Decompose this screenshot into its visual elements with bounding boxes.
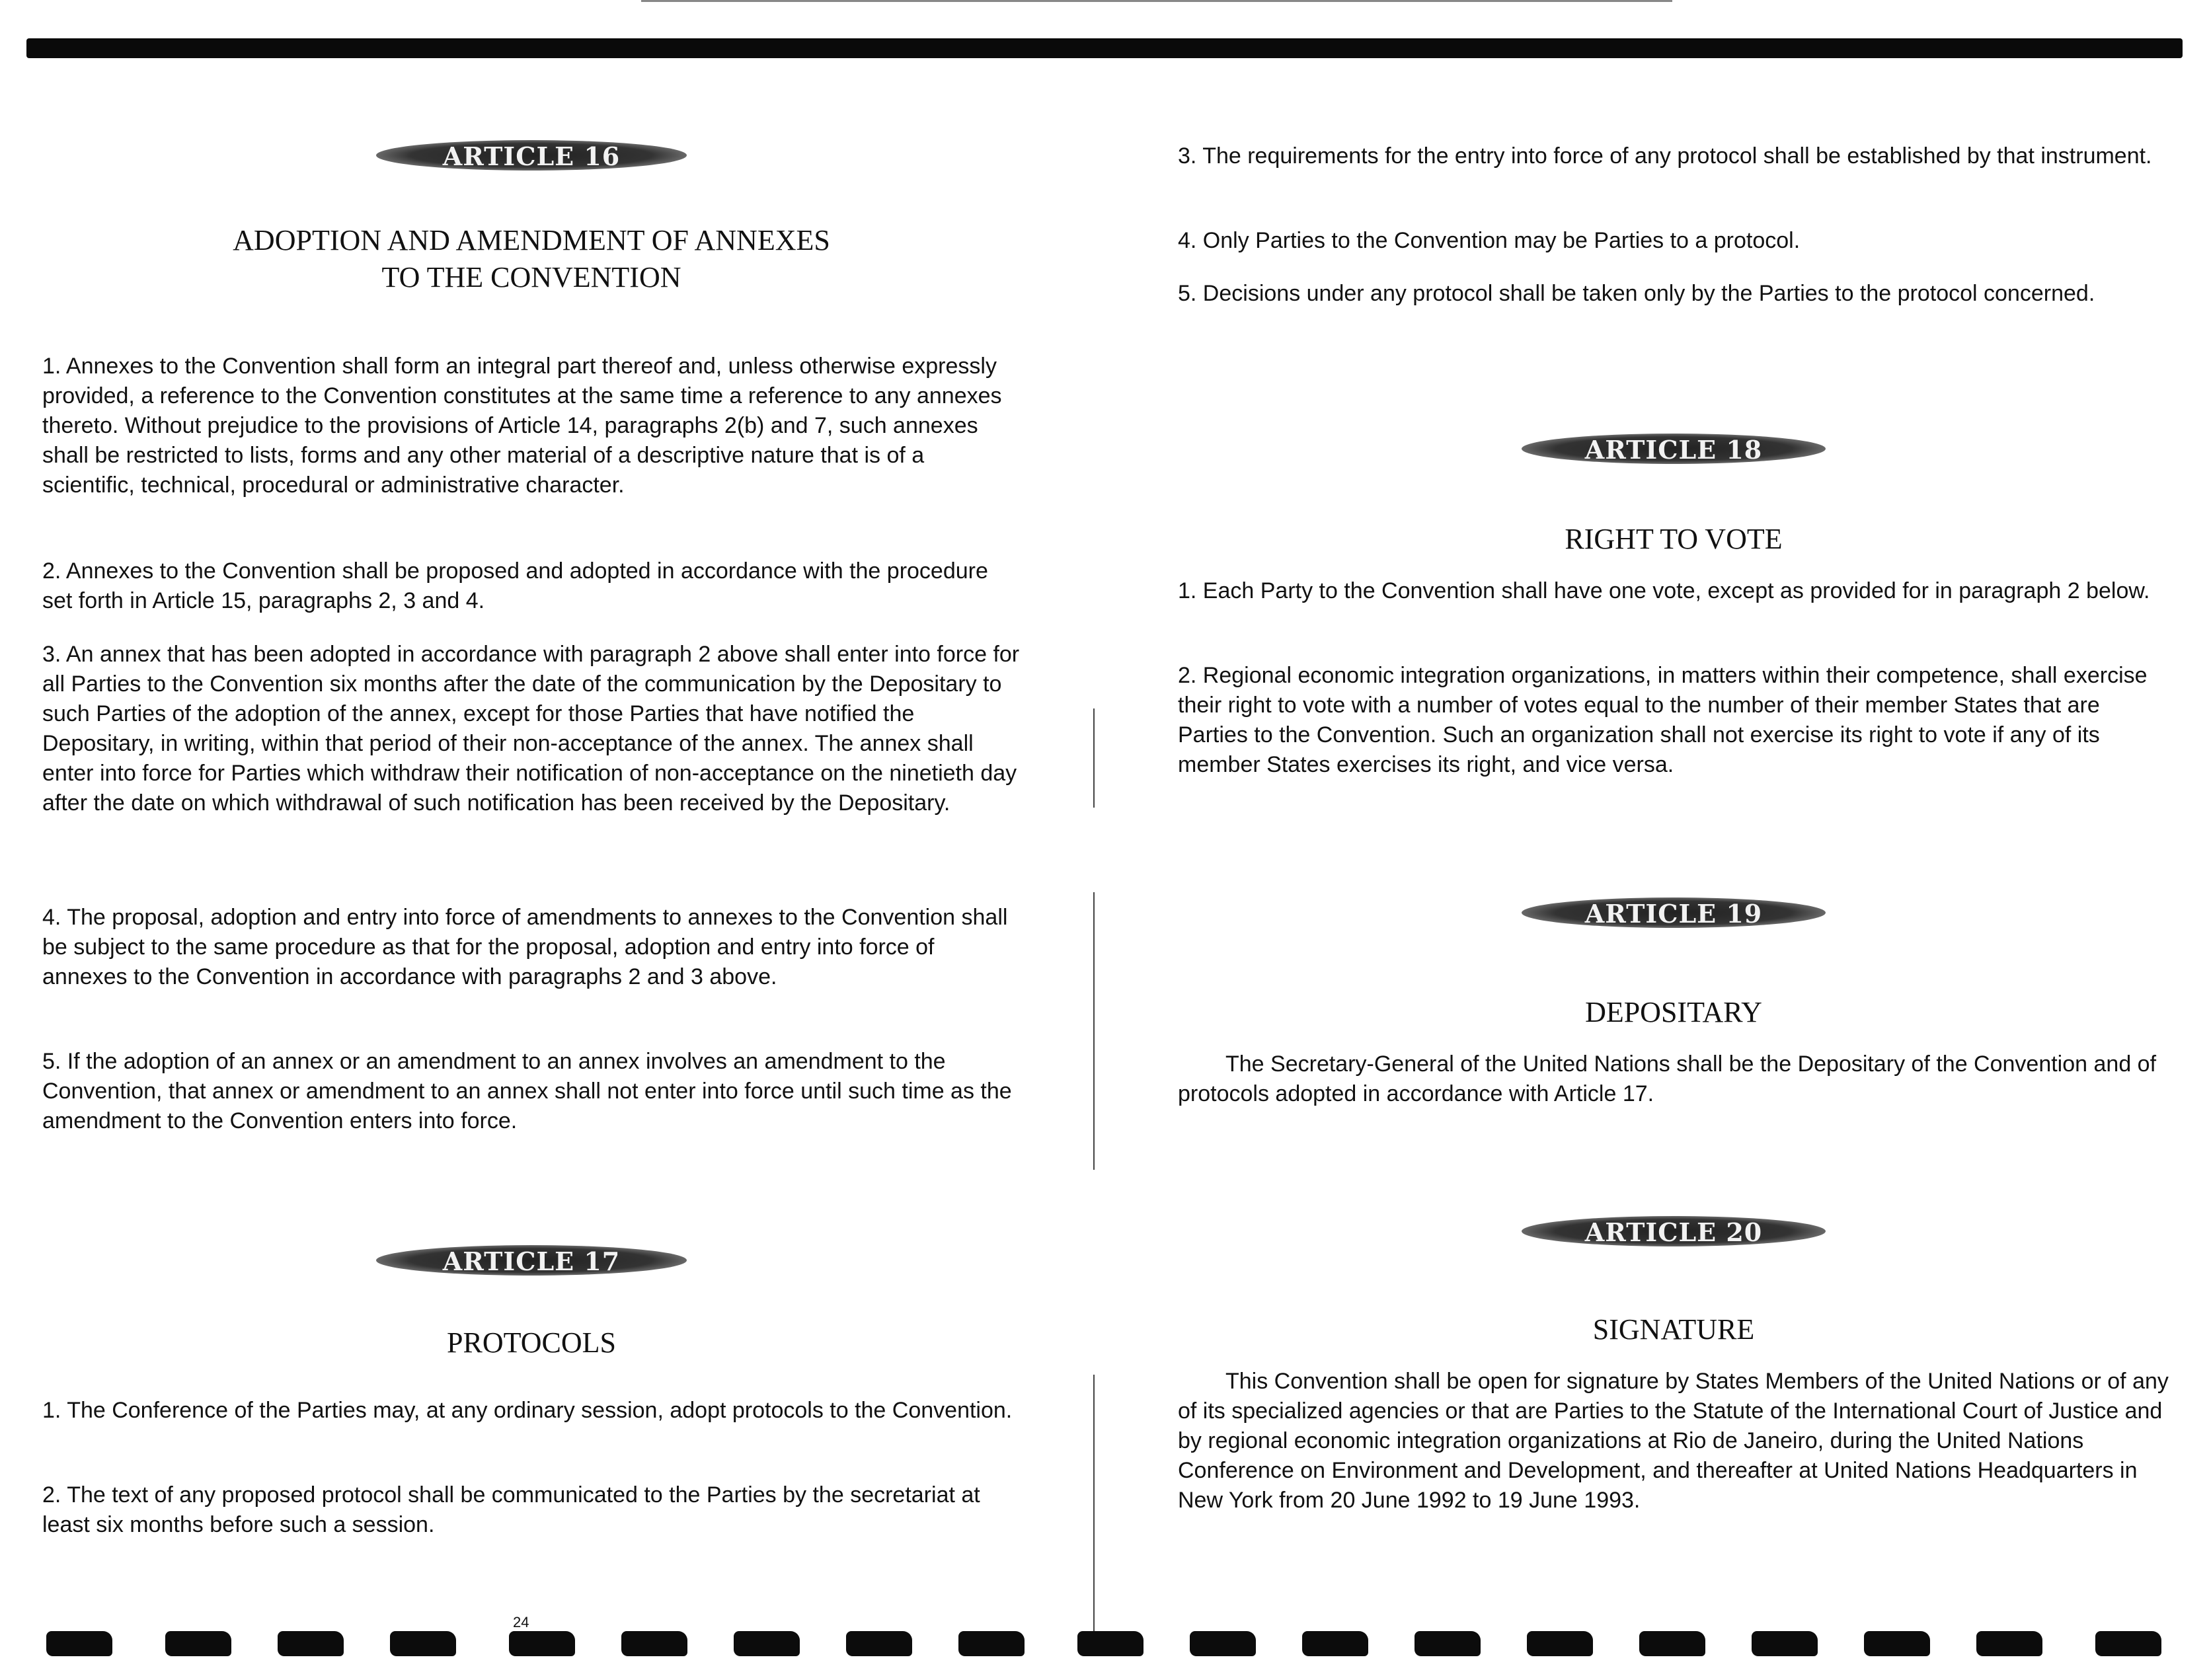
- bottom-block: [846, 1631, 912, 1656]
- article-17-title-wrap: [42, 1324, 1021, 1361]
- article-20-title: SIGNATURE: [1592, 1313, 1755, 1346]
- article-17-paragraph-3: 3. The requirements for the entry into force of any protocol shall be established by that instrument.: [1178, 143, 2152, 169]
- article-17-paragraph-4: 4. Only Parties to the Convention may be Parties to a protocol.: [1178, 228, 1801, 253]
- article-20-title-wrap: [1178, 1311, 2169, 1348]
- article-16-paragraph-4: 4. The proposal, adoption and entry into force of amendments to annexes to the Convention shall be subject to the same procedure as that for the proposal, adoption and entry into force of annexes to the Convention in accordance with paragraphs 2 and 3 above.: [42, 905, 1008, 989]
- article-17-banner: [376, 1245, 687, 1276]
- left-page: [42, 0, 1021, 1680]
- article-16-paragraph-2: 2. Annexes to the Convention shall be proposed and adopted in accordance with the procedure set forth in Article 15, paragraphs 2, 3 and 4.: [42, 558, 988, 613]
- article-16-banner-wrap: [42, 140, 1021, 171]
- article-19-banner: [1522, 897, 1826, 928]
- bottom-block: [621, 1631, 687, 1656]
- article-18-banner-label: ARTICLE 18: [1584, 435, 1763, 465]
- bottom-border-blocks: [40, 1631, 2175, 1658]
- bottom-block: [1752, 1631, 1818, 1656]
- bottom-block: [1639, 1631, 1705, 1656]
- bottom-block: [1527, 1631, 1593, 1656]
- article-19-paragraph: The Secretary-General of the United Nations shall be the Depositary of the Convention and of protocols adopted in accordance with Article 17.: [1178, 1051, 2157, 1106]
- bottom-block: [1302, 1631, 1368, 1656]
- article-17-paragraph-1: 1. The Conference of the Parties may, at any ordinary session, adopt protocols to the Convention.: [42, 1398, 1013, 1423]
- article-19-title-wrap: [1178, 994, 2169, 1031]
- article-19-title: DEPOSITARY: [1585, 996, 1762, 1028]
- bottom-block: [1864, 1631, 1930, 1656]
- article-16-banner-label: ARTICLE 16: [442, 141, 621, 171]
- center-divider-3: [1093, 1375, 1095, 1652]
- bottom-block: [958, 1631, 1025, 1656]
- article-18-title-wrap: [1178, 521, 2169, 558]
- bottom-block: [734, 1631, 800, 1656]
- article-16-title-line1: ADOPTION AND AMENDMENT OF ANNEXES: [233, 224, 830, 256]
- article-18-paragraph-2: 2. Regional economic integration organizations, in matters within their competence, shall exercise their right to vote with a number of votes equal to the number of their member States that are Parties to the Convention. Such an organization shall not exercise its right to vote if any of its member States exercises its right, and vice versa.: [1178, 663, 2148, 777]
- article-17-title: PROTOCOLS: [447, 1326, 616, 1359]
- bottom-block: [1190, 1631, 1256, 1656]
- article-19-banner-wrap: [1178, 897, 2169, 928]
- center-divider-1: [1093, 708, 1095, 808]
- bottom-block: [1415, 1631, 1481, 1656]
- bottom-block: [1077, 1631, 1143, 1656]
- article-16-paragraph-5: 5. If the adoption of an annex or an amendment to an annex involves an amendment to the Convention, that annex or amendment to an annex shall not enter into force until such time as the amendment to the Convention enters into force.: [42, 1049, 1012, 1133]
- article-17-banner-wrap: [42, 1245, 1021, 1276]
- article-16-title: [42, 222, 1021, 296]
- article-16-paragraph-3: 3. An annex that has been adopted in accordance with paragraph 2 above shall enter into force for all Parties to the Convention six months after the date of the communication by the Depositary to such Parties of the adoption of the annex, except for those Parties that have notified the Depositary, in writing, within that period of their non-acceptance of the annex. The annex shall enter into force for Parties which withdraw their notification of non-acceptance on the ninetieth day after the date on which withdrawal of such notification has been received by the Depositary.: [42, 642, 1020, 816]
- right-page: [1178, 0, 2169, 1680]
- article-16-paragraph-1: 1. Annexes to the Convention shall form an integral part thereof and, unless otherwise expressly provided, a reference to the Convention constitutes at the same time a reference to any annexes thereto. Without prejudice to the provisions of Article 14, paragraphs 2(b) and 7, such annexes shall be restricted to lists, forms and any other material of a descriptive nature that is of a scientific, technical, procedural or administrative character.: [42, 354, 1002, 498]
- article-20-banner-wrap: [1178, 1216, 2169, 1246]
- article-20-banner: [1522, 1216, 1826, 1246]
- article-19-banner-label: ARTICLE 19: [1584, 899, 1763, 929]
- article-18-title: RIGHT TO VOTE: [1565, 523, 1783, 555]
- bottom-block: [278, 1631, 344, 1656]
- bottom-block: [390, 1631, 456, 1656]
- center-divider-2: [1093, 892, 1095, 1170]
- article-20-banner-label: ARTICLE 20: [1584, 1217, 1763, 1247]
- article-18-banner-wrap: [1178, 434, 2169, 464]
- bottom-block: [165, 1631, 231, 1656]
- article-17-paragraph-2: 2. The text of any proposed protocol shall be communicated to the Parties by the secretariat at least six months before such a session.: [42, 1482, 980, 1537]
- article-16-banner: [376, 140, 687, 171]
- article-18-banner: [1522, 434, 1826, 464]
- article-17-paragraph-5: 5. Decisions under any protocol shall be taken only by the Parties to the protocol concerned.: [1178, 281, 2095, 306]
- bottom-block: [509, 1631, 575, 1656]
- bottom-block: [46, 1631, 112, 1656]
- bottom-block: [2095, 1631, 2161, 1656]
- page-number: 24: [513, 1614, 529, 1630]
- article-18-paragraph-1: 1. Each Party to the Convention shall have one vote, except as provided for in paragraph 2 below.: [1178, 578, 2150, 603]
- article-17-banner-label: ARTICLE 17: [442, 1246, 621, 1276]
- article-16-title-line2: TO THE CONVENTION: [381, 261, 681, 293]
- article-20-paragraph: This Convention shall be open for signature by States Members of the United Nations or of any of its specialized agencies or that are Parties to the Statute of the International Court of Justice and by regional economic integration organizations at Rio de Janeiro, during the United Nations Conference on Environment and Development, and thereafter at United Nations Headquarters in New York from 20 June 1992 to 19 June 1993.: [1178, 1369, 2169, 1513]
- bottom-block: [1976, 1631, 2042, 1656]
